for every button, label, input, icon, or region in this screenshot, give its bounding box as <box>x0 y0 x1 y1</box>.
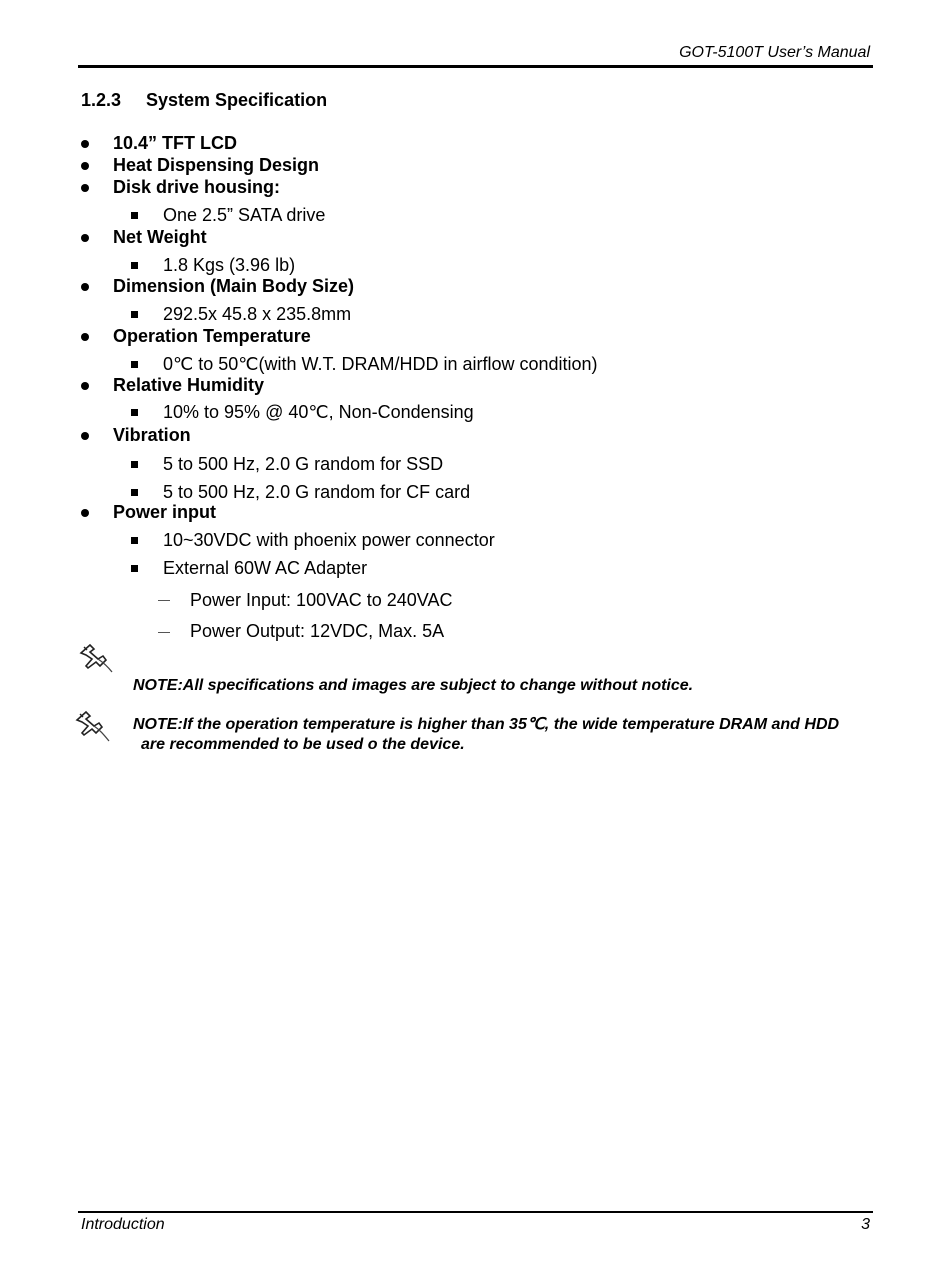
spec-lcd: 10.4” TFT LCD <box>113 133 238 153</box>
page-number: 3 <box>861 1216 870 1233</box>
pushpin-note-icon <box>74 708 116 744</box>
bullet-dot <box>81 140 89 148</box>
spec-temperature-label: Operation Temperature <box>113 326 311 346</box>
header-divider <box>78 65 873 68</box>
note-temperature-line1: NOTE:If the operation temperature is higher than 35℃, the wide temperature DRAM and HDD <box>133 716 840 733</box>
footer-section: Introduction <box>81 1216 165 1233</box>
bullet-dot <box>81 509 89 517</box>
spec-disk-label: Disk drive housing: <box>113 177 281 197</box>
manual-title: GOT-5100T User’s Manual <box>679 44 870 61</box>
bullet-square <box>131 311 138 318</box>
adapter-output: Power Output: 12VDC, Max. 5A <box>190 621 445 641</box>
bullet-dot <box>81 333 89 341</box>
spec-vibration-label: Vibration <box>113 425 191 445</box>
bullet-square <box>131 537 138 544</box>
spec-temperature-item: 0℃ to 50℃(with W.T. DRAM/HDD in airflow condition) <box>163 354 598 374</box>
spec-power-item: 10~30VDC with phoenix power connector <box>163 530 495 550</box>
bullet-square <box>131 461 138 468</box>
spec-power-item: External 60W AC Adapter <box>163 558 368 578</box>
spec-humidity-item: 10% to 95% @ 40℃, Non-Condensing <box>163 402 474 422</box>
section-number: 1.2.3 <box>81 90 122 110</box>
spec-disk-item: One 2.5” SATA drive <box>163 205 326 225</box>
bullet-dot <box>81 283 89 291</box>
spec-vibration-item: 5 to 500 Hz, 2.0 G random for SSD <box>163 454 444 474</box>
spec-weight-label: Net Weight <box>113 227 207 247</box>
adapter-input: Power Input: 100VAC to 240VAC <box>190 590 453 610</box>
pushpin-note-icon <box>78 641 118 675</box>
bullet-square <box>131 565 138 572</box>
bullet-dot <box>81 432 89 440</box>
spec-dimension-item: 292.5x 45.8 x 235.8mm <box>163 304 352 324</box>
bullet-dot <box>81 382 89 390</box>
bullet-dot <box>81 162 89 170</box>
note-temperature-line2: are recommended to be used o the device. <box>141 736 465 753</box>
bullet-square <box>131 212 138 219</box>
spec-vibration-item: 5 to 500 Hz, 2.0 G random for CF card <box>163 482 471 502</box>
dash-bullet <box>158 600 170 601</box>
bullet-square <box>131 262 138 269</box>
spec-weight-item: 1.8 Kgs (3.96 lb) <box>163 255 296 275</box>
section-heading <box>81 90 327 111</box>
bullet-dot <box>81 184 89 192</box>
note-specs-change: NOTE:All specifications and images are subject to change without notice. <box>133 677 694 694</box>
spec-dimension-label: Dimension (Main Body Size) <box>113 276 355 296</box>
section-title: System Specification <box>146 90 328 110</box>
spec-heat: Heat Dispensing Design <box>113 155 320 175</box>
bullet-square <box>131 361 138 368</box>
footer-divider <box>78 1211 873 1213</box>
bullet-dot <box>81 234 89 242</box>
spec-humidity-label: Relative Humidity <box>113 375 265 395</box>
bullet-square <box>131 409 138 416</box>
spec-power-label: Power input <box>113 502 216 522</box>
dash-bullet <box>158 632 170 633</box>
bullet-square <box>131 489 138 496</box>
